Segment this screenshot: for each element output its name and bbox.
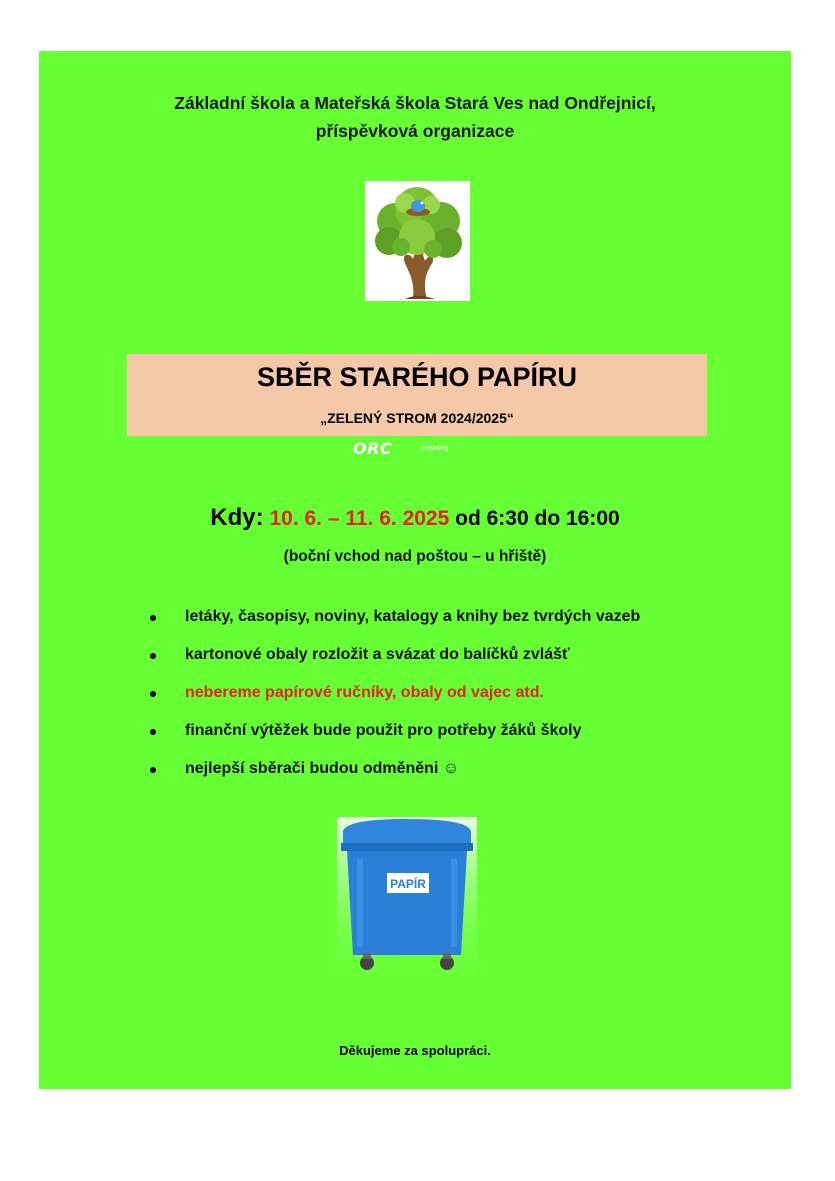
- tree-logo: [365, 181, 470, 301]
- bullet-icon: [150, 767, 156, 773]
- bullet-icon: [150, 729, 156, 735]
- list-item: [39, 679, 791, 717]
- school-name-line2: příspěvková organizace: [315, 121, 515, 141]
- list-item-text: nebereme papírové ručníky, obaly od vajec atd.: [185, 684, 544, 701]
- list-item-text: kartonové obaly rozložit a svázat do balíčků zvlášť: [185, 646, 570, 663]
- list-item-text: finanční výtěžek bude použit pro potřeby žáků školy: [185, 722, 582, 739]
- bullet-icon: [150, 691, 156, 697]
- event-title: SBĚR STARÉHO PAPÍRU: [256, 362, 578, 392]
- school-name: [39, 89, 791, 145]
- title-band: [127, 354, 707, 436]
- info-list: [39, 603, 791, 793]
- svg-text:PAPÍR: PAPÍR: [390, 877, 426, 891]
- thank-you-note: Děkujeme za spolupráci.: [339, 1043, 491, 1058]
- list-item: [39, 755, 791, 793]
- orc-logo-sub: recycling: [421, 445, 449, 452]
- bullet-icon: [150, 653, 156, 659]
- bullet-icon: [150, 615, 156, 621]
- list-item: [39, 641, 791, 679]
- paper-bin-image: [337, 817, 477, 999]
- when-label: Kdy:: [210, 504, 264, 531]
- event-subtitle: „ZELENÝ STROM 2024/2025“: [320, 410, 514, 426]
- event-location: (boční vchod nad poštou – u hřiště): [283, 548, 547, 565]
- recycling-bin-icon: [337, 817, 477, 999]
- list-item-text: letáky, časopisy, noviny, katalogy a knihy bez tvrdých vazeb: [185, 608, 641, 625]
- when-time: od 6:30 do 16:00: [455, 507, 620, 530]
- when-dates: 10. 6. – 11. 6. 2025: [269, 507, 450, 530]
- list-item-text: nejlepší sběrači budou odměněni ☺: [185, 760, 460, 777]
- list-item: [39, 603, 791, 641]
- poster: [39, 51, 791, 1089]
- orc-logo-main: ORC: [353, 439, 393, 458]
- bird-icon: [403, 195, 433, 217]
- orc-recycling-logo: [353, 439, 473, 459]
- event-when: [39, 504, 791, 532]
- list-item: [39, 717, 791, 755]
- school-name-line1: Základní škola a Mateřská škola Stará Ves nad Ondřejnicí,: [174, 93, 656, 113]
